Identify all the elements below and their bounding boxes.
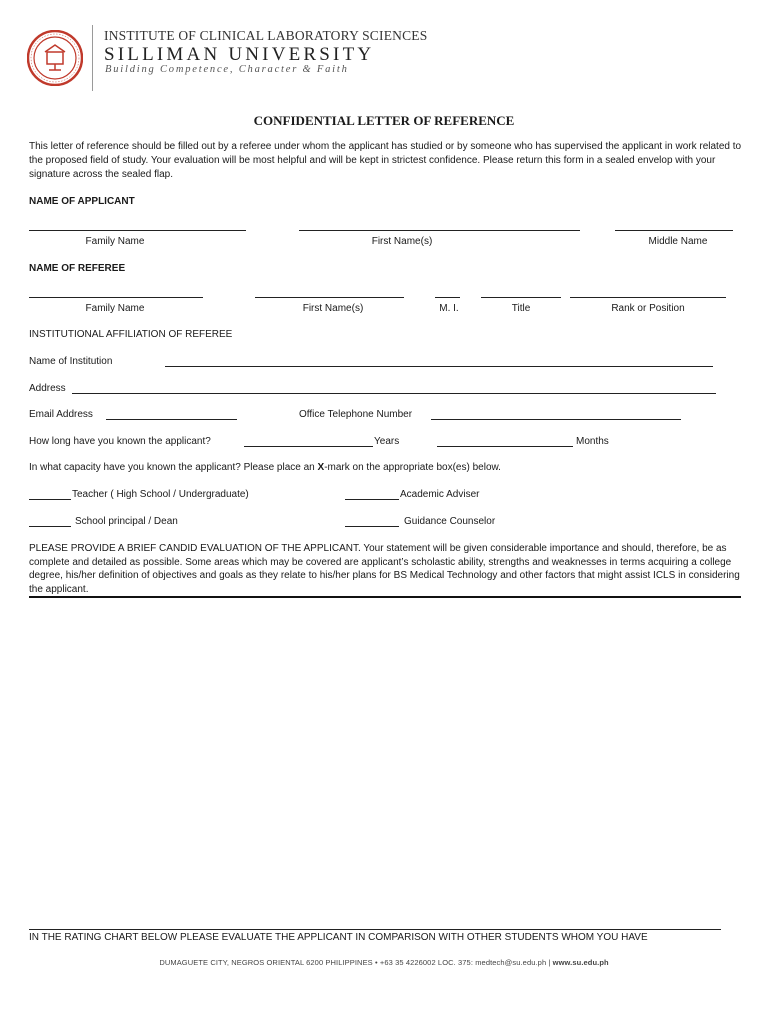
years-label: Years xyxy=(374,436,400,447)
referee-first-name-label: First Name(s) xyxy=(302,303,364,314)
institute-name: INSTITUTE OF CLINICAL LABORATORY SCIENCES xyxy=(104,28,428,43)
evaluation-top-rule xyxy=(29,596,741,598)
university-seal-icon xyxy=(27,30,83,86)
phone-label: Office Telephone Number xyxy=(299,409,413,420)
known-duration-label: How long have you known the applicant? xyxy=(29,436,211,447)
months-label: Months xyxy=(576,436,609,447)
applicant-family-name-field[interactable] xyxy=(29,230,246,231)
referee-mi-field[interactable] xyxy=(435,297,460,298)
applicant-middle-name-label: Middle Name xyxy=(648,236,708,247)
institution-field[interactable] xyxy=(165,366,713,367)
applicant-heading: NAME OF APPLICANT xyxy=(29,196,135,207)
referee-title-label: Title xyxy=(511,303,531,314)
affiliation-heading: INSTITUTIONAL AFFILIATION OF REFEREE xyxy=(29,329,233,340)
principal-label: School principal / Dean xyxy=(75,516,178,527)
counselor-label: Guidance Counselor xyxy=(404,516,496,527)
email-label: Email Address xyxy=(29,409,93,420)
footer-loc: LOC. 375 xyxy=(437,958,471,967)
university-tagline: Building Competence, Character & Faith xyxy=(105,64,349,75)
applicant-first-name-field[interactable] xyxy=(299,230,580,231)
footer-address: DUMAGUETE CITY, NEGROS ORIENTAL 6200 PHILIPPINES xyxy=(159,958,373,967)
adviser-checkbox[interactable] xyxy=(345,499,399,500)
footer: DUMAGUETE CITY, NEGROS ORIENTAL 6200 PHILIPPINES • +63 35 4226002 LOC. 375: medtech@su.edu.ph | www.su.edu.ph xyxy=(159,958,609,967)
years-field[interactable] xyxy=(244,446,373,447)
form-title: CONFIDENTIAL LETTER OF REFERENCE xyxy=(253,113,515,128)
intro-paragraph: This letter of reference should be filled out by a referee under whom the applicant has studied or by someone who has supervised the applicant in work related to the proposed field of study. Your evaluation will be most helpful and will be kept in strictest confidence. Please return this form in a sealed envelop with your signature across the sealed flap. xyxy=(29,141,742,180)
referee-heading: NAME OF REFEREE xyxy=(29,263,126,274)
phone-field[interactable] xyxy=(431,419,681,420)
applicant-family-name-label: Family Name xyxy=(85,236,145,247)
institution-label: Name of Institution xyxy=(29,356,113,367)
capacity-question xyxy=(29,462,501,473)
teacher-checkbox[interactable] xyxy=(29,499,71,500)
footer-separator: | xyxy=(548,958,553,967)
bullet-icon: • xyxy=(374,958,380,967)
referee-rank-label: Rank or Position xyxy=(611,303,685,314)
address-field[interactable] xyxy=(72,393,716,394)
address-label: Address xyxy=(29,383,66,394)
referee-first-name-field[interactable] xyxy=(255,297,404,298)
rating-note: IN THE RATING CHART BELOW PLEASE EVALUATE THE APPLICANT IN COMPARISON WITH OTHER STUDENTS WHOM YOU HAVE xyxy=(29,932,648,943)
referee-family-name-label: Family Name xyxy=(85,303,145,314)
header-divider xyxy=(92,25,93,91)
teacher-label: Teacher ( High School / Undergraduate) xyxy=(72,489,249,500)
referee-rank-field[interactable] xyxy=(570,297,726,298)
principal-checkbox[interactable] xyxy=(29,526,71,527)
university-name: SILLIMAN UNIVERSITY xyxy=(104,44,375,65)
footer-web[interactable]: www.su.edu.ph xyxy=(552,958,609,967)
footer-phone: +63 35 4226002 xyxy=(379,958,436,967)
capacity-question-pre: In what capacity have you known the applicant? Please place an xyxy=(29,462,318,473)
applicant-first-name-label: First Name(s) xyxy=(371,236,433,247)
referee-family-name-field[interactable] xyxy=(29,297,203,298)
email-field[interactable] xyxy=(106,419,237,420)
applicant-middle-name-field[interactable] xyxy=(615,230,733,231)
evaluation-bottom-rule xyxy=(29,929,721,930)
capacity-question-mark: X xyxy=(317,462,325,473)
evaluation-instructions: PLEASE PROVIDE A BRIEF CANDID EVALUATION OF THE APPLICANT. Your statement will be given considerable importance and should, therefore, be as complete and detailed as possible. Some areas which may be covered are applicant’s scholastic ability, strengths and weaknesses in terms acquiring a college degree, his/her definition of objectives and goals as they relate to his/her plans for BS Medical Technology and other factors that might assist ICLS in considering the applicant. xyxy=(29,543,740,595)
footer-email[interactable]: medtech@su.edu.ph xyxy=(475,958,547,967)
capacity-question-post: -mark on the appropriate box(es) below. xyxy=(324,462,501,473)
counselor-checkbox[interactable] xyxy=(345,526,399,527)
referee-title-field[interactable] xyxy=(481,297,561,298)
months-field[interactable] xyxy=(437,446,573,447)
evaluation-answer-area[interactable] xyxy=(29,600,741,926)
referee-mi-label: M. I. xyxy=(439,303,459,314)
adviser-label: Academic Adviser xyxy=(400,489,480,500)
